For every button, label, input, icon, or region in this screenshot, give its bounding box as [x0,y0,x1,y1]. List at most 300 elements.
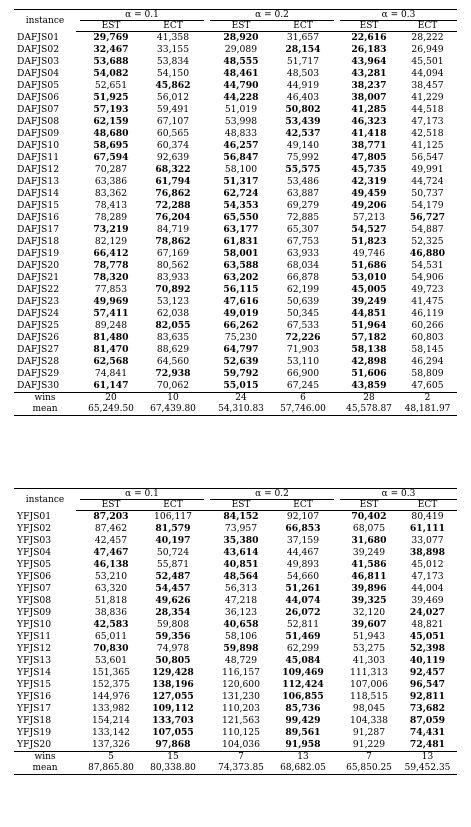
header-row-alpha [14,489,457,500]
table-row [14,595,457,607]
table-row [14,523,457,535]
instance-name: DAFJS04 [17,68,60,79]
alpha-header: α = 0.3 [340,489,457,500]
est-value-cell [340,535,398,547]
est-value-cell [340,116,398,128]
ect-value-cell: 37,159 [286,535,320,546]
est-value-cell [210,511,272,524]
ect-value-cell: 53,123 [156,296,190,307]
instance-name: DAFJS15 [17,200,60,211]
est-value-cell: 82,129 [94,236,128,247]
best-value: 45,051 [409,631,446,642]
best-value: 72,481 [409,739,446,750]
est-value-cell [210,559,272,571]
ect-header: ECT [142,500,204,511]
ect-value-cell: 67,169 [156,248,190,259]
ect-value-cell: 50,639 [286,296,320,307]
ect-value-cell [398,547,457,559]
best-value: 53,439 [285,116,321,127]
best-value: 40,119 [409,655,446,666]
instance-name: YFJS17 [17,703,52,714]
est-value-cell [210,535,272,547]
ect-value-cell: 44,004 [411,583,444,594]
est-header: EST [80,500,142,511]
best-value: 76,204 [155,212,191,223]
ect-value-cell: 62,038 [156,308,190,319]
ect-value-cell: 28,222 [411,32,444,43]
instance-name: DAFJS13 [17,176,60,187]
best-value: 22,616 [351,32,387,43]
est-value-cell [340,104,398,116]
ect-value-cell: 58,145 [411,344,444,355]
est-value-cell: 56,313 [224,583,258,594]
best-value: 81,480 [93,332,129,343]
instance-name: DAFJS12 [17,164,60,175]
best-value: 53,688 [93,56,129,67]
est-value-cell [340,356,398,368]
est-value-cell: 41,303 [352,655,386,666]
mean-cell: 65,249.50 [80,404,142,416]
instance-name: DAFJS24 [17,308,60,319]
mean-cell: 67,439.80 [142,404,204,416]
alpha-header: α = 0.3 [340,10,457,21]
best-value: 41,586 [351,559,387,570]
ect-value-cell [398,655,457,667]
best-value: 59,792 [223,368,259,379]
est-value-cell [340,320,398,332]
best-value: 91,958 [285,739,321,750]
table-row [14,116,457,128]
ect-value-cell: 44,724 [411,176,444,187]
ect-value-cell [142,655,204,667]
ect-value-cell: 54,531 [411,260,444,271]
ect-value-cell [142,679,204,691]
est-value-cell: 63,386 [94,176,128,187]
est-value-cell: 53,275 [352,643,386,654]
ect-value-cell: 45,501 [411,56,444,67]
table-row [14,368,457,380]
best-value: 51,964 [351,320,387,331]
best-value: 44,074 [285,595,321,606]
best-value: 68,322 [155,164,191,175]
best-value: 45,735 [351,164,387,175]
table-row [14,691,457,703]
est-value-cell [340,284,398,296]
best-value: 43,859 [351,380,387,391]
ect-value-cell: 62,299 [286,643,320,654]
best-value: 85,736 [285,703,321,714]
header-row-alpha [14,10,457,21]
best-value: 61,111 [409,523,446,534]
best-value: 26,072 [285,607,321,618]
ect-value-cell: 54,179 [411,200,444,211]
ect-header: ECT [142,21,204,32]
best-value: 42,537 [285,128,321,139]
est-value-cell [80,44,142,56]
ect-value-cell: 60,565 [156,128,190,139]
ect-value-cell [398,679,457,691]
best-value: 63,202 [223,272,259,283]
ect-value-cell: 56,547 [411,152,444,163]
ect-value-cell [398,523,457,535]
instance-name: DAFJS03 [17,56,60,67]
est-value-cell: 75,230 [224,332,258,343]
ect-value-cell: 59,808 [156,619,190,630]
best-value: 138,196 [152,679,194,690]
instance-name: YFJS16 [17,691,52,702]
ect-value-cell: 83,635 [156,332,190,343]
ect-value-cell: 56,012 [156,92,190,103]
est-value-cell: 51,943 [352,631,386,642]
est-value-cell [80,128,142,140]
est-value-cell [210,344,272,356]
est-value-cell: 98,045 [352,703,386,714]
best-value: 51,261 [285,583,321,594]
est-value-cell [80,643,142,655]
best-value: 44,228 [223,92,259,103]
best-value: 42,583 [93,619,129,630]
best-value: 39,325 [351,595,387,606]
ect-header: ECT [272,21,334,32]
ect-value-cell: 66,878 [286,272,320,283]
est-value-cell: 29,089 [224,44,258,55]
est-value-cell: 58,106 [224,631,258,642]
ect-value-cell [398,727,457,739]
best-value: 38,007 [351,92,387,103]
best-value: 50,802 [285,104,321,115]
instance-name: YFJS14 [17,667,52,678]
instance-name: DAFJS11 [17,152,60,163]
table-summary [14,752,457,775]
table-row [14,703,457,715]
ect-value-cell: 39,469 [411,595,444,606]
est-value-cell [210,571,272,583]
instance-name: YFJS06 [17,571,52,582]
best-value: 45,862 [155,80,191,91]
instance-name: DAFJS14 [17,188,60,199]
table-row [14,224,457,236]
ect-value-cell [142,571,204,583]
est-value-cell: 110,203 [222,703,260,714]
table-row [14,511,457,524]
ect-value-cell: 46,294 [411,356,444,367]
ect-value-cell: 44,094 [411,68,444,79]
alpha-header: α = 0.1 [80,489,204,500]
est-value-cell [80,272,142,284]
est-value-cell: 58,100 [224,164,258,175]
est-value-cell: 51,818 [94,595,128,606]
ect-value-cell [142,631,204,643]
ect-value-cell [272,128,334,140]
wins-row [14,393,457,405]
est-value-cell: 144,976 [92,691,130,702]
table-row [14,535,457,547]
ect-value-cell: 46,119 [411,308,444,319]
ect-value-cell: 68,034 [286,260,320,271]
ect-value-cell [398,212,457,224]
best-value: 40,197 [155,535,191,546]
ect-value-cell [272,116,334,128]
best-value: 112,424 [282,679,324,690]
instance-name: YFJS13 [17,655,52,666]
best-value: 56,847 [223,152,259,163]
ect-value-cell: 41,358 [156,32,190,43]
ect-value-cell [142,667,204,679]
best-value: 70,892 [155,284,191,295]
ect-value-cell: 41,475 [411,296,444,307]
est-value-cell [340,380,398,393]
best-value: 28,920 [223,32,259,43]
ect-value-cell: 65,307 [286,224,320,235]
ect-value-cell: 38,457 [411,80,444,91]
best-value: 70,402 [351,511,387,522]
instance-name: DAFJS26 [17,332,60,343]
ect-value-cell [272,631,334,643]
best-value: 46,880 [409,248,446,259]
ect-value-cell: 42,518 [411,128,444,139]
ect-value-cell [142,583,204,595]
best-value: 49,626 [155,595,191,606]
mean-cell: 74,373.85 [210,763,272,775]
ect-value-cell: 49,140 [286,140,320,151]
best-value: 54,082 [93,68,129,79]
ect-value-cell: 50,724 [156,547,190,558]
ect-value-cell [272,164,334,176]
instance-name: DAFJS22 [17,284,60,295]
est-value-cell [210,547,272,559]
best-value: 106,855 [282,691,324,702]
alpha-header: α = 0.2 [210,10,334,21]
est-value-cell [340,44,398,56]
best-value: 92,457 [409,667,446,678]
ect-value-cell: 67,245 [286,380,320,391]
est-value-cell: 47,218 [224,595,258,606]
best-value: 58,138 [351,344,387,355]
best-value: 42,319 [351,176,387,187]
best-value: 96,547 [409,679,446,690]
best-value: 52,398 [409,643,446,654]
ect-value-cell: 63,933 [286,248,320,259]
instance-name: DAFJS05 [17,80,60,91]
instance-name: DAFJS25 [17,320,60,331]
est-value-cell [80,248,142,260]
est-value-cell [210,32,272,45]
est-value-cell [340,583,398,595]
instance-header: instance [14,10,76,32]
best-value: 38,771 [351,140,387,151]
best-value: 43,614 [223,547,259,558]
best-value: 29,769 [93,32,129,43]
wins-cell: 10 [142,393,204,405]
ect-value-cell: 75,992 [286,152,320,163]
est-header: EST [340,500,398,511]
best-value: 84,152 [223,511,259,522]
table-row [14,547,457,559]
wins-cell: 6 [272,393,334,405]
best-value: 48,461 [223,68,259,79]
est-value-cell [210,380,272,393]
ect-value-cell: 54,887 [411,224,444,235]
ect-value-cell: 47,605 [411,380,444,391]
best-value: 46,138 [93,559,129,570]
ect-value-cell [398,715,457,727]
best-value: 64,797 [223,344,259,355]
best-value: 49,459 [351,188,387,199]
best-value: 54,527 [351,224,387,235]
est-value-cell [80,260,142,272]
best-value: 51,469 [285,631,321,642]
est-value-cell [210,320,272,332]
ect-value-cell [142,212,204,224]
instance-header: instance [14,489,76,511]
est-value-cell [340,332,398,344]
est-value-cell: 38,836 [94,607,128,618]
table-row [14,44,457,56]
ect-value-cell: 33,155 [156,44,190,55]
best-value: 35,380 [223,535,259,546]
best-value: 62,159 [93,116,129,127]
est-value-cell: 118,515 [350,691,388,702]
est-value-cell [340,344,398,356]
ect-value-cell [272,595,334,607]
header-row-method [14,500,457,511]
best-value: 73,682 [409,703,446,714]
best-value: 59,898 [223,643,259,654]
instance-name: YFJS07 [17,583,52,594]
ect-value-cell [272,739,334,752]
instance-name: YFJS11 [17,631,52,642]
best-value: 48,555 [223,56,259,67]
est-value-cell: 104,036 [222,739,260,750]
ect-value-cell [272,44,334,56]
est-value-cell: 51,019 [224,104,258,115]
est-value-cell [340,571,398,583]
est-value-cell [80,140,142,152]
best-value: 24,027 [409,607,446,618]
best-value: 82,055 [155,320,191,331]
est-value-cell [80,92,142,104]
instance-name: DAFJS20 [17,260,60,271]
est-value-cell [210,248,272,260]
instance-name: DAFJS23 [17,296,60,307]
ect-value-cell: 44,518 [411,104,444,115]
ect-value-cell: 52,325 [411,236,444,247]
instance-name: DAFJS10 [17,140,60,151]
best-value: 89,561 [285,727,321,738]
ect-value-cell: 67,753 [286,236,320,247]
est-value-cell [340,236,398,248]
instance-name: YFJS02 [17,523,52,534]
best-value: 54,457 [155,583,191,594]
est-value-cell [210,356,272,368]
best-value: 87,059 [409,715,446,726]
est-value-cell [210,188,272,200]
ect-value-cell: 50,737 [411,188,444,199]
instance-name: YFJS19 [17,727,52,738]
table-row [14,727,457,739]
table-row [14,152,457,164]
est-value-cell [210,236,272,248]
best-value: 49,969 [93,296,129,307]
est-value-cell: 68,075 [352,523,386,534]
est-header: EST [210,21,272,32]
best-value: 99,429 [285,715,321,726]
mean-cell: 57,746.00 [272,404,334,416]
est-value-cell [340,56,398,68]
best-value: 32,467 [93,44,129,55]
ect-value-cell [142,188,204,200]
best-value: 81,579 [155,523,191,534]
est-value-cell [340,176,398,188]
est-value-cell: 57,213 [352,212,386,223]
est-value-cell [340,188,398,200]
best-value: 47,467 [93,547,129,558]
mean-cell: 54,310.83 [210,404,272,416]
est-value-cell: 151,365 [92,667,130,678]
est-header: EST [210,500,272,511]
ect-value-cell [272,679,334,691]
est-value-cell: 89,248 [94,320,128,331]
est-value-cell: 53,998 [224,116,258,127]
best-value: 51,606 [351,368,387,379]
est-value-cell [210,224,272,236]
est-value-cell [80,224,142,236]
best-value: 66,412 [93,248,129,259]
est-value-cell [340,140,398,152]
best-value: 63,177 [223,224,259,235]
est-value-cell: 137,326 [92,739,130,750]
est-value-cell [80,559,142,571]
wins-cell: 24 [210,393,272,405]
best-value: 81,470 [93,344,129,355]
ect-value-cell [142,200,204,212]
est-value-cell: 111,313 [350,667,388,678]
table-row [14,655,457,667]
instance-name: DAFJS17 [17,224,60,235]
best-value: 53,010 [351,272,387,283]
best-value: 109,469 [282,667,324,678]
table-row [14,332,457,344]
est-value-cell [340,260,398,272]
best-value: 46,811 [351,571,387,582]
ect-value-cell: 74,978 [156,643,190,654]
best-value: 61,794 [155,176,191,187]
best-value: 92,811 [409,691,446,702]
est-value-cell [340,368,398,380]
wins-cell: 5 [80,752,142,764]
ect-header: ECT [398,21,457,32]
best-value: 66,853 [285,523,321,534]
wins-cell: 13 [272,752,334,764]
alpha-header: α = 0.2 [210,489,334,500]
est-value-cell [210,296,272,308]
best-value: 51,317 [223,176,259,187]
instance-name: DAFJS21 [17,272,60,283]
ect-value-cell [142,703,204,715]
best-value: 38,237 [351,80,387,91]
ect-value-cell: 49,991 [411,164,444,175]
est-value-cell [210,284,272,296]
est-value-cell [80,104,142,116]
ect-value-cell: 33,077 [411,535,444,546]
mean-cell: 68,682.05 [272,763,334,775]
est-value-cell: 78,289 [94,212,128,223]
est-value-cell [210,56,272,68]
results-table-dafjs [14,9,457,416]
best-value: 58,695 [93,140,129,151]
best-value: 55,015 [223,380,259,391]
table-row [14,607,457,619]
